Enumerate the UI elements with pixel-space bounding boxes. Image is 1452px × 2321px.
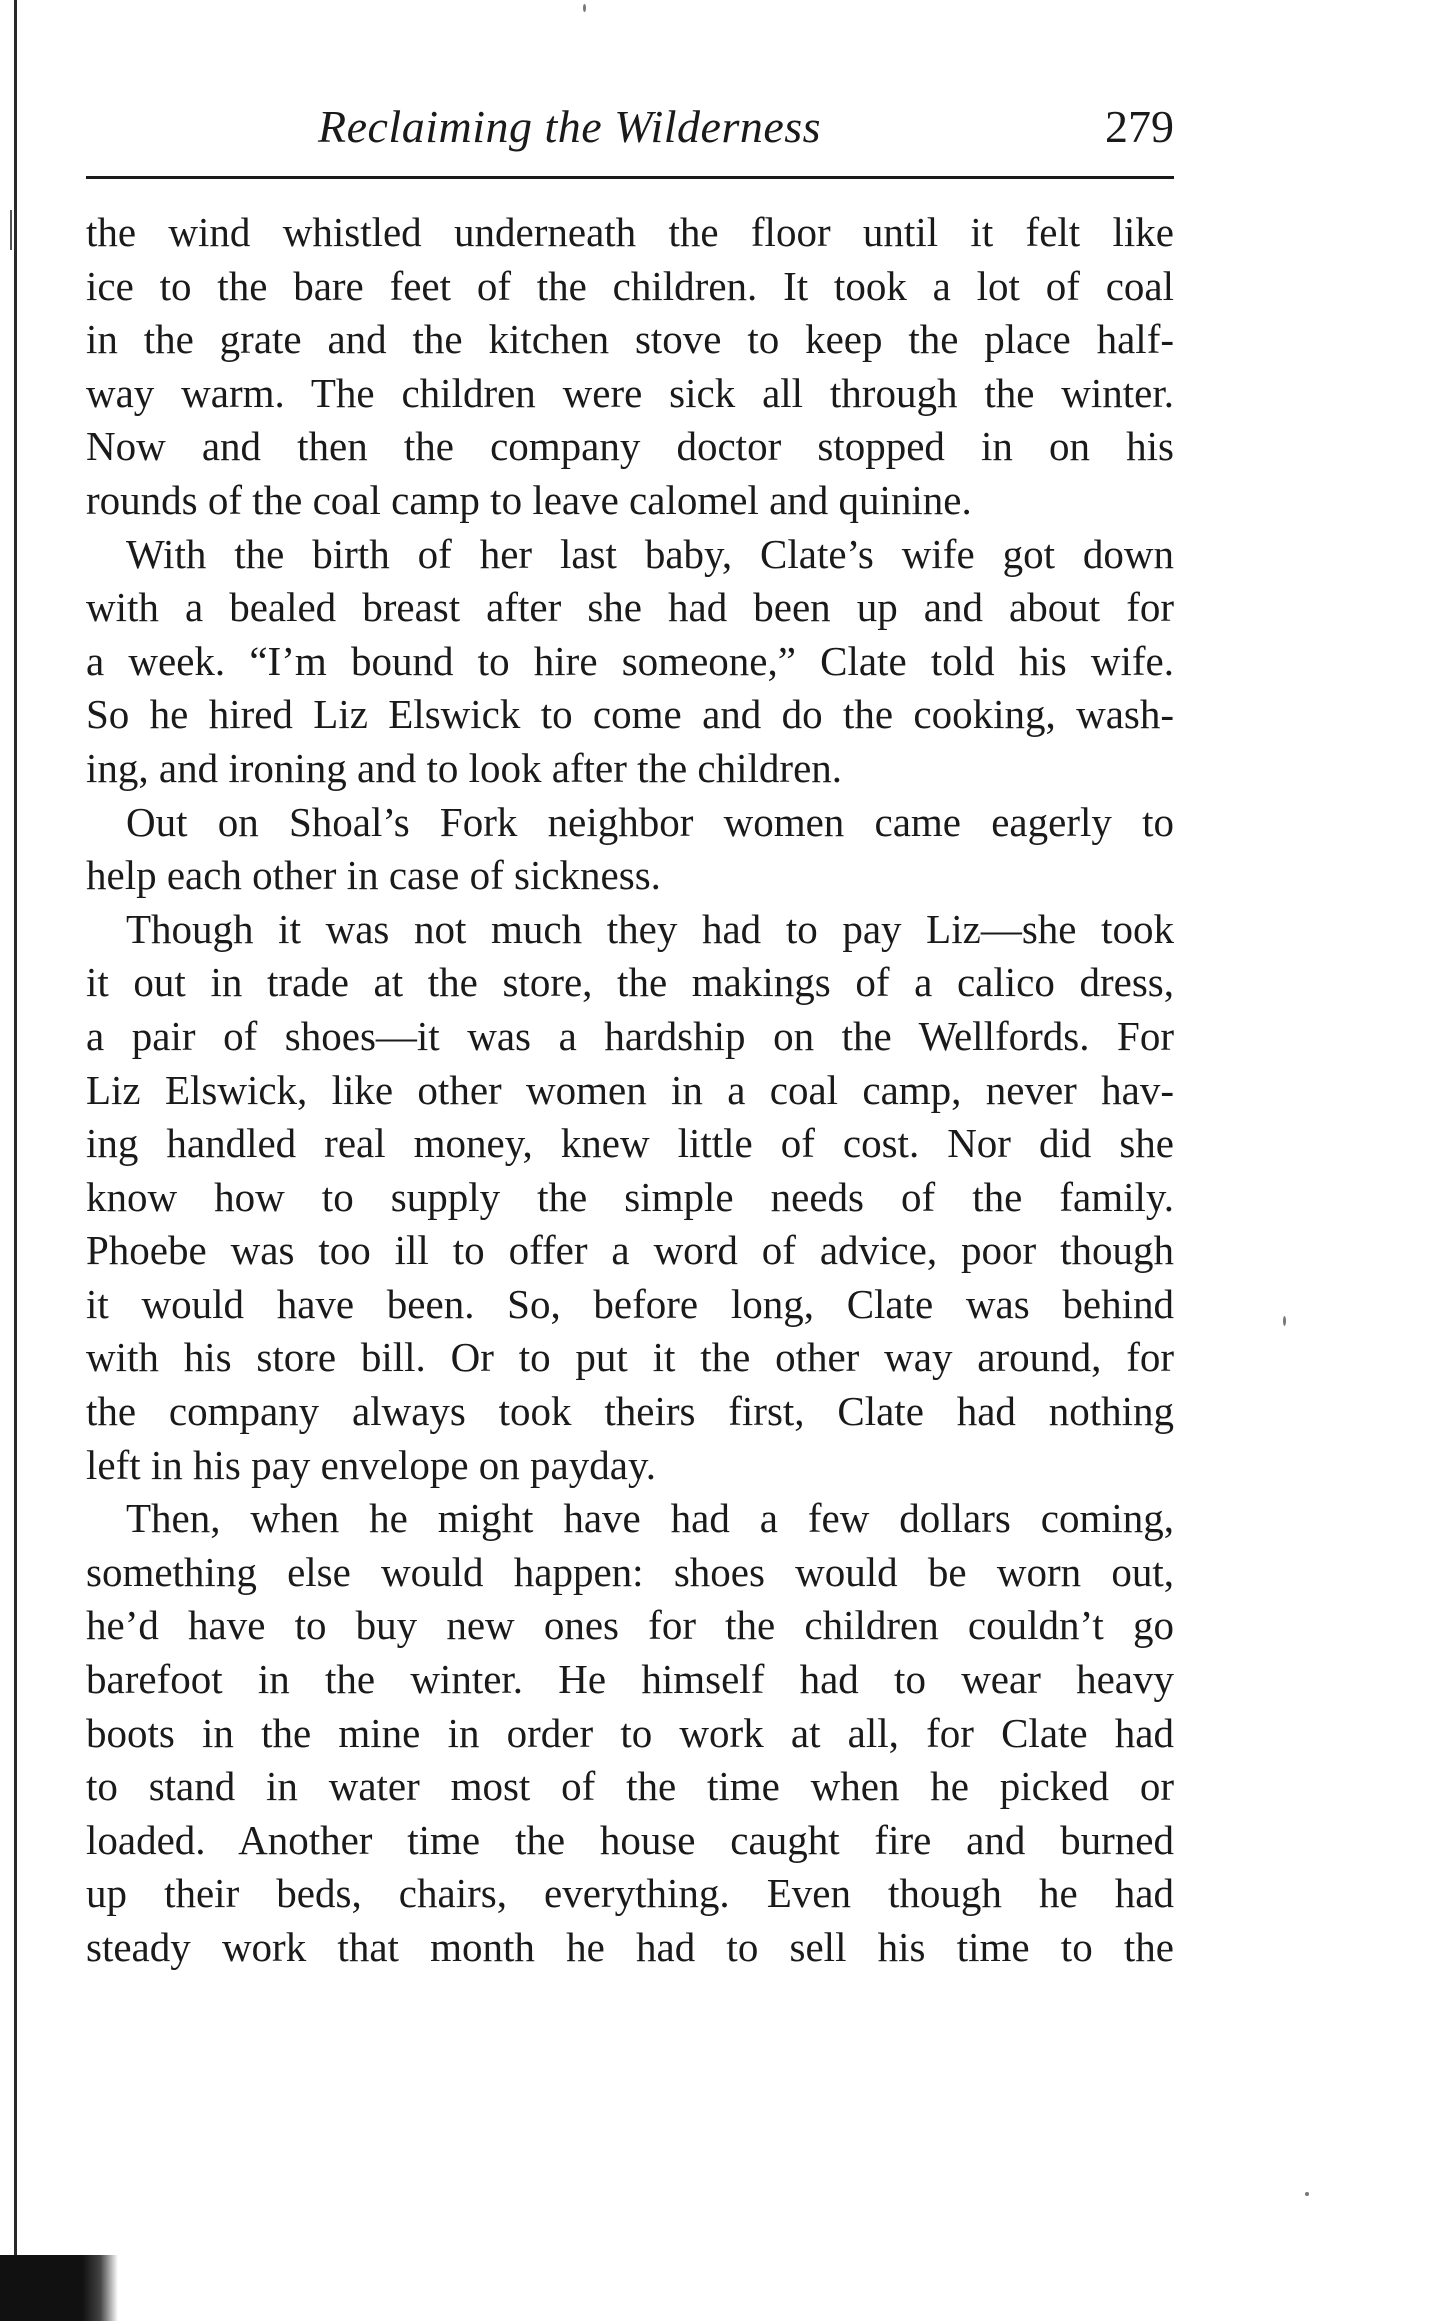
text-line: the wind whistled underneath the floor until it felt like: [86, 209, 1174, 255]
text-line: a pair of shoes—it was a hardship on the Wellfords. For: [86, 1012, 1174, 1059]
text-line: Phoebe was too ill to offer a word of advice, poor though: [86, 1227, 1174, 1274]
gutter-mark: [10, 210, 12, 250]
text-line: to stand in water most of the time when he picked or: [86, 1763, 1174, 1810]
text-line: barefoot in the winter. He himself had to wear heavy: [86, 1656, 1174, 1703]
text-line: up their beds, chairs, everything. Even though he had: [86, 1870, 1174, 1917]
text-line: something else would happen: shoes would be worn out,: [86, 1548, 1174, 1595]
running-title: Reclaiming the Wilderness: [318, 101, 822, 152]
text-line: with a bealed breast after she had been up and about for: [86, 584, 1174, 631]
scan-speck: [583, 4, 586, 12]
scan-corner-shadow: [0, 2255, 118, 2321]
page-number: 279: [1105, 101, 1174, 152]
running-header: [86, 96, 1174, 176]
text-line: loaded. Another time the house caught fire and burned: [86, 1816, 1174, 1863]
text-line: So he hired Liz Elswick to come and do the cooking, wash-: [86, 691, 1174, 738]
text-line: Liz Elswick, like other women in a coal camp, never hav-: [86, 1066, 1174, 1113]
text-line: Out on Shoal’s Fork neighbor women came eagerly to: [126, 798, 1174, 845]
scan-speck: [1283, 1316, 1286, 1326]
text-line: Then, when he might have had a few dollars coming,: [126, 1495, 1174, 1542]
text-line: left in his pay envelope on payday.: [86, 1441, 657, 1488]
text-line: it would have been. So, before long, Clate was behind: [86, 1280, 1174, 1327]
text-line: help each other in case of sickness.: [86, 852, 661, 899]
text-line: With the birth of her last baby, Clate’s wife got down: [126, 530, 1174, 577]
text-line: way warm. The children were sick all through the winter.: [86, 369, 1174, 416]
text-line: Though it was not much they had to pay Liz—she took: [126, 905, 1174, 952]
text-line: it out in trade at the store, the makings of a calico dress,: [86, 959, 1174, 1006]
header-rule: [86, 176, 1174, 179]
text-line: a week. “I’m bound to hire someone,” Clate told his wife.: [86, 637, 1174, 684]
text-line: in the grate and the kitchen stove to keep the place half-: [86, 316, 1174, 363]
body-text: [86, 206, 1174, 1975]
text-line: with his store bill. Or to put it the other way around, for: [86, 1334, 1174, 1381]
text-line: he’d have to buy new ones for the children couldn’t go: [86, 1602, 1174, 1649]
text-line: know how to supply the simple needs of the family.: [86, 1173, 1174, 1220]
text-line: ice to the bare feet of the children. It took a lot of coal: [86, 262, 1174, 309]
text-line: Now and then the company doctor stopped in on his: [86, 423, 1174, 470]
gutter-edge-line: [14, 0, 17, 2290]
scan-speck: [1305, 2192, 1309, 2196]
text-line: the company always took theirs first, Clate had nothing: [86, 1388, 1174, 1435]
text-line: boots in the mine in order to work at all, for Clate had: [86, 1709, 1174, 1756]
text-line: ing handled real money, knew little of cost. Nor did she: [86, 1120, 1174, 1167]
text-line: ing, and ironing and to look after the children.: [86, 744, 843, 791]
text-line: steady work that month he had to sell his time to the: [86, 1924, 1174, 1970]
text-line: rounds of the coal camp to leave calomel and quinine.: [86, 476, 972, 523]
